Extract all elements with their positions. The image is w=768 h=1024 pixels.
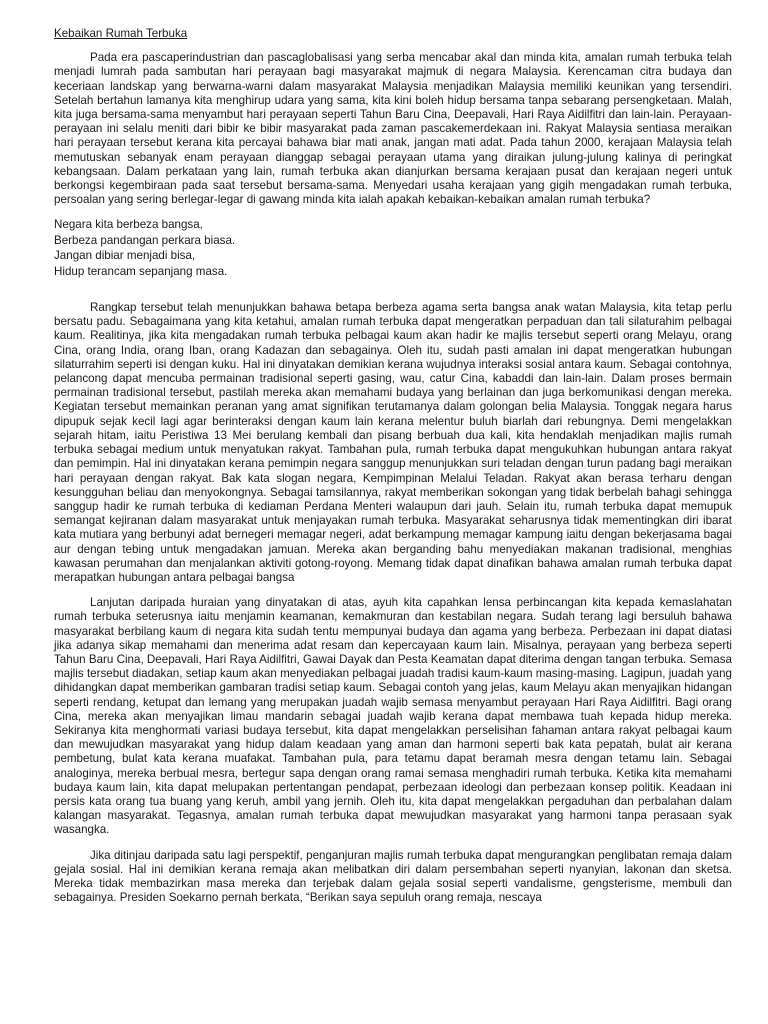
document-page [54, 27, 732, 905]
document-title: Kebaikan Rumah Terbuka [54, 27, 188, 40]
poem-line: Negara kita berbeza bangsa, [54, 218, 203, 232]
poem-block [54, 217, 732, 279]
paragraph-social: Jika ditinjau daripada satu lagi perspektif, penganjuran majlis rumah terbuka dapat mengurangkan penglibatan remaja dalam gejala sosial. Hal ini demikian kerana remaja akan melibatkan diri dalam persembahan seperti nyanyian, lakonan dan sketsa. Mereka tidak membazirkan masa mereka dan terjebak dalam gejala sosial seperti vandalisme, gengsterisme, membuli dan sebagainya. Presiden Soekarno pernah berkata, “Berikan saya sepuluh orang remaja, nescaya [54, 848, 732, 905]
paragraph-intro: Pada era pascaperindustrian dan pascaglobalisasi yang serba mencabar akal dan minda kita, amalan rumah terbuka telah menjadi lumrah pada sambutan hari perayaan bagi masyarakat majmuk di negara Malaysia. Kerencaman citra budaya dan keceriaan landskap yang berwarna-warni dalam masyarakat Malaysia menjadikan Malaysia memiliki keunikan yang tersendiri. Setelah bertahun lamanya kita menghirup udara yang sama, kita kini boleh hidup bersama tanpa sebarang persengketaan. Malah, kita juga bersama-sama menyambut hari perayaan seperti Tahun Baru Cina, Deepavali, Hari Raya Aidilfitri dan lain-lain. Perayaan-perayaan ini selalu meniti dari bibir ke bibir masyarakat pada zaman pascakemerdekaan ini. Rakyat Malaysia sentiasa meraikan hari perayaan tersebut kerana kita percayai bahawa biar mati anak, jangan mati adat. Pada tahun 2000, kerajaan Malaysia telah memutuskan sebanyak enam perayaan dianggap sebagai perayaan utama yang diraikan julung-julung kalinya di peringkat kebangsaan. Dalam perkataan yang lain, rumah terbuka akan dianjurkan bersama kerajaan pusat dan kerajaan negeri untuk berkongsi kegembiraan pada saat tersebut bersama-sama. Menyedari usaha kerajaan yang gigih mengadakan rumah terbuka, persoalan yang sering berlegar-legar di gawang minda kita ialah apakah kebaikan-kebaikan amalan rumah terbuka? [54, 51, 732, 207]
poem-line: Berbeza pandangan perkara biasa. [54, 233, 236, 247]
poem-line: Jangan dibiar menjadi bisa, [54, 249, 196, 263]
poem-line: Hidup terancam sepanjang masa. [54, 264, 228, 278]
paragraph-unity: Rangkap tersebut telah menunjukkan bahawa betapa berbeza agama serta bangsa anak watan Malaysia, kita tetap perlu bersatu padu. Sebagaimana yang kita ketahui, amalan rumah terbuka dapat mengeratkan perpaduan dan tali silaturahim pelbagai kaum. Realitinya, jika kita mengadakan rumah terbuka pelbagai kaum akan hadir ke majlis tersebut seperti orang Melayu, orang Cina, orang India, orang Iban, orang Kadazan dan sebagainya. Oleh itu, sudah pasti amalan ini dapat mengeratkan hubungan silaturrahim seperti isi dengan kuku. Hal ini dinyatakan demikian kerana wujudnya interaksi sosial antara kaum. Sebagai contohnya, pelancong dapat mencuba permainan tradisional seperti gasing, wau, catur Cina, kabaddi dan lain-lain. Dalam proses bermain permainan tradisional tersebut, pastilah mereka akan memahami budaya yang berlainan dan juga berkomunikasi dengan mereka. Kegiatan tersebut memainkan peranan yang amat signifikan terutamanya dalam golongan belia Malaysia. Tonggak negara harus dipupuk sejak kecil lagi agar berinteraksi dengan kaum lain kerana melentur buluh biarlah dari rebungnya. Demi mengelakkan sejarah hitam, iaitu Peristiwa 13 Mei berulang kembali dan pisang berbuah dua kali, kita hendaklah menjadikan majlis rumah terbuka sebagai medium untuk menyatukan rakyat. Tambahan pula, rumah terbuka dapat mengukuhkan hubungan antara rakyat dan pemimpin. Hal ini dinyatakan kerana pemimpin negara sanggup menunjukkan suri teladan dengan turun padang bagi meraikan hari perayaan dengan rakyat. Bak kata slogan negara, Kempimpinan Melalui Teladan. Rakyat akan berasa terharu dengan kesungguhan beliau dan menyokongnya. Sebagai tamsilannya, rakyat memberikan sokongan yang tidak berbelah bahagi sehingga sanggup hadir ke rumah terbuka di kediaman Perdana Menteri walaupun dari jauh. Selain itu, rumah terbuka dapat memupuk semangat kejiranan dalam masyarakat untuk menjayakan rumah terbuka. Masyarakat seharusnya tidak mementingkan diri ibarat kata mutiara yang berbunyi adat bernegeri memagar negeri, adat berkampung memagar kampung iaitu dengan bekerjasama bagai aur dengan tebing untuk mengadakan jamuan. Mereka akan berganding bahu menyediakan makanan tradisional, menghias kawasan perumahan dan menjalankan aktiviti gotong-royong. Memang tidak dapat dinafikan bahawa amalan rumah terbuka dapat merapatkan hubungan antara pelbagai bangsa [54, 301, 732, 584]
paragraph-harmony: Lanjutan daripada huraian yang dinyatakan di atas, ayuh kita capahkan lensa perbincangan kita kepada kemaslahatan rumah terbuka seterusnya iaitu menjamin keamanan, kemakmuran dan kestabilan negara. Sudah terang lagi bersuluh bahawa masyarakat berbilang kaum di negara kita sudah tentu mempunyai budaya dan agama yang berbeza. Perbezaan ini dapat diatasi jika adanya sikap memahami dan menerima adat resam dan kepercayaan kaum lain. Misalnya, perayaan yang berbeza seperti Tahun Baru Cina, Deepavali, Hari Raya Aidilfitri, Gawai Dayak dan Pesta Keamatan dapat diterima dengan tangan terbuka. Semasa majlis tersebut diadakan, setiap kaum akan menyediakan pelbagai juadah tradisi kaum-kaum masing-masing. Lagipun, juadah yang dihidangkan dapat memberikan gambaran tradisi setiap kaum. Sebagai contoh yang jelas, kaum Melayu akan menyajikan hidangan seperti rendang, ketupat dan lemang yang merupakan juadah wajib semasa menyambut perayaan Hari Raya Aidilfitri. Bagi orang Cina, mereka akan menyajikan limau mandarin sebagai juadah wajib kerana dapat membawa tuah kepada hidup mereka. Sekiranya kita menghormati variasi budaya tersebut, kita dapat mengelakkan perselisihan fahaman antara rakyat pelbagai kaum dan mewujudkan masyarakat yang hidup dalam keadaan yang aman dan harmoni seperti bak kata pepatah, bulat air kerana pembetung, bulat kata kerana muafakat. Tambahan pula, para tetamu dapat beramah mesra dengan tetamu lain. Sebagai analoginya, mereka berbual mesra, bertegur sapa dengan orang ramai semasa menghadiri rumah terbuka. Ketika kita memahami budaya kaum lain, kita dapat melupakan pertentangan pendapat, perbezaan ideologi dan perbezaan konsep politik. Keadaan ini persis kata orang tua buang yang keruh, ambil yang jernih. Oleh itu, kita dapat mengelakkan pergaduhan dan perbalahan dalam kalangan masyarakat. Tegasnya, amalan rumah terbuka dapat mewujudkan masyarakat yang harmoni tanpa perasaan syak wasangka. [54, 596, 732, 837]
